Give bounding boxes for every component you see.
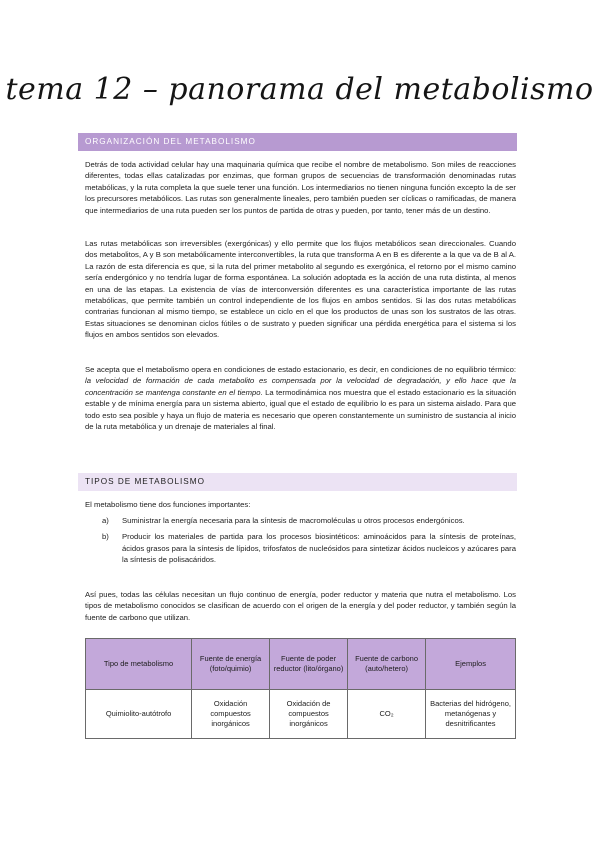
list-item-text: Suministrar la energía necesaria para la síntesis de macromoléculas u otros procesos endergónicos. (122, 516, 465, 525)
paragraph-metabolismo-intro: Detrás de toda actividad celular hay una maquinaria química que recibe el nombre de metabolismo. Son miles de reacciones diferentes, todas ellas catalizadas por enzimas, que forman grupos de secuencias de transformación denominadas rutas metabólicas, y la ruta completa la que suele tener una función. Los intermediarios no tienen ninguna función excepto la de ser los precursores metabólicos. Las rutas son generalmente lineales, pero también pueden ser cíclicas o ramificadas, de manera que intermediarios de una ruta pueden ser los puntos de partida de otras y pueden, por tanto, tener más de un destino. (85, 160, 516, 215)
table-cell: Bacterias del hidrógeno, metanógenas y desnitrificantes (426, 690, 516, 739)
paragraph-estado-estacionario (85, 364, 516, 432)
table-header-cell: Fuente de energía (foto/quimio) (192, 639, 270, 690)
paragraph-flujo-continuo: Así pues, todas las células necesitan un flujo continuo de energía, poder reductor y materia que nutra el metabolismo. Los tipos de metabolismo conocidos se clasifican de acuerdo con el origen de la energía y del poder reductor, y también según la fuente de carbono que utilizan. (85, 590, 516, 622)
metabolism-types-table (85, 638, 516, 739)
functions-list (85, 515, 516, 571)
table-header-cell: Fuente de poder reductor (lito/órgano) (270, 639, 348, 690)
paragraph-rutas-irreversibles: Las rutas metabólicas son irreversibles (exergónicas) y ello permite que los flujos metabólicos sean direccionales. Cuando dos metabolitos, A y B son metabólicamente interconvertibles, la ruta que transforma A en B es diferente a la que va de B al A. La razón de esta diferencia es que, si la ruta del primer metabolito al segundo es exergónica, el retorno por el mismo camino sería endergónico y no tendría lugar de forma espontánea. La solución adoptada es la acción de una ruta distinta, al menos en una de las etapas. La existencia de vías de interconversión diferentes es una característica importante de las rutas metabólicas, que permite también un control independiente de los flujos en ambos sentidos. Si las dos rutas metabólicas contrarias funcionan al mismo tiempo, se establece un ciclo en el que los productos de unas son los sustratos de las otras. Estas situaciones se denominan ciclos fútiles o de sustrato y pueden significar una pérdida energética para el sistema si los flujos en ambos sentidos son elevados. (85, 239, 516, 340)
list-marker: b) (102, 532, 109, 542)
emphasis-text: la velocidad de formación de cada metabolito es compensada por la velocidad de degradación, y ello hace que la concentración se mantenga constante en el tiempo (85, 376, 516, 397)
table-row (86, 690, 516, 739)
table-header-cell: Ejemplos (426, 639, 516, 690)
paragraph-text: Se acepta que el metabolismo opera en condiciones de estado estacionario, es decir, en condiciones de no equilibrio térmico: (85, 365, 516, 374)
list-item-text: Producir los materiales de partida para los procesos biosintéticos: aminoácidos para la síntesis de proteínas, ácidos grasos para la síntesis de lípidos, trifosfatos de nucleósidos para sintetizar ácidos nucleicos y azúcares para la síntesis de polisacáridos. (122, 532, 516, 565)
table-cell: Oxidación compuestos inorgánicos (192, 690, 270, 739)
list-marker: a) (102, 516, 109, 525)
paragraph-funciones-intro: El metabolismo tiene dos funciones importantes: (85, 500, 251, 509)
table-header-cell: Tipo de metabolismo (86, 639, 192, 690)
section-heading-organizacion: ORGANIZACIÓN DEL METABOLISMO (78, 133, 517, 151)
list-item (85, 531, 516, 565)
table-header-cell: Fuente de carbono (auto/hetero) (348, 639, 426, 690)
table-cell: Quimiolito-autótrofo (86, 690, 192, 739)
page-title: tema 12 – panorama del metabolismo (5, 72, 594, 107)
paragraph-text: . La termodinámica nos muestra que el estado estacionario es la situación estable y de mínima energía para un sistema abierto, igual que el estado de equilibrio lo es para un sistema aislado. Para que todo esto sea posible y haya un flujo de materia es necesario que operen constantemente un suministro de sustancia al inicio de la ruta metabólica y un drenaje de materiales al final. (85, 387, 516, 432)
table-cell: Oxidación de compuestos inorgánicos (270, 690, 348, 739)
table-header-row (86, 639, 516, 690)
table-cell: CO₂ (348, 690, 426, 739)
list-item (85, 515, 516, 526)
section-heading-tipos: TIPOS DE METABOLISMO (78, 473, 517, 491)
